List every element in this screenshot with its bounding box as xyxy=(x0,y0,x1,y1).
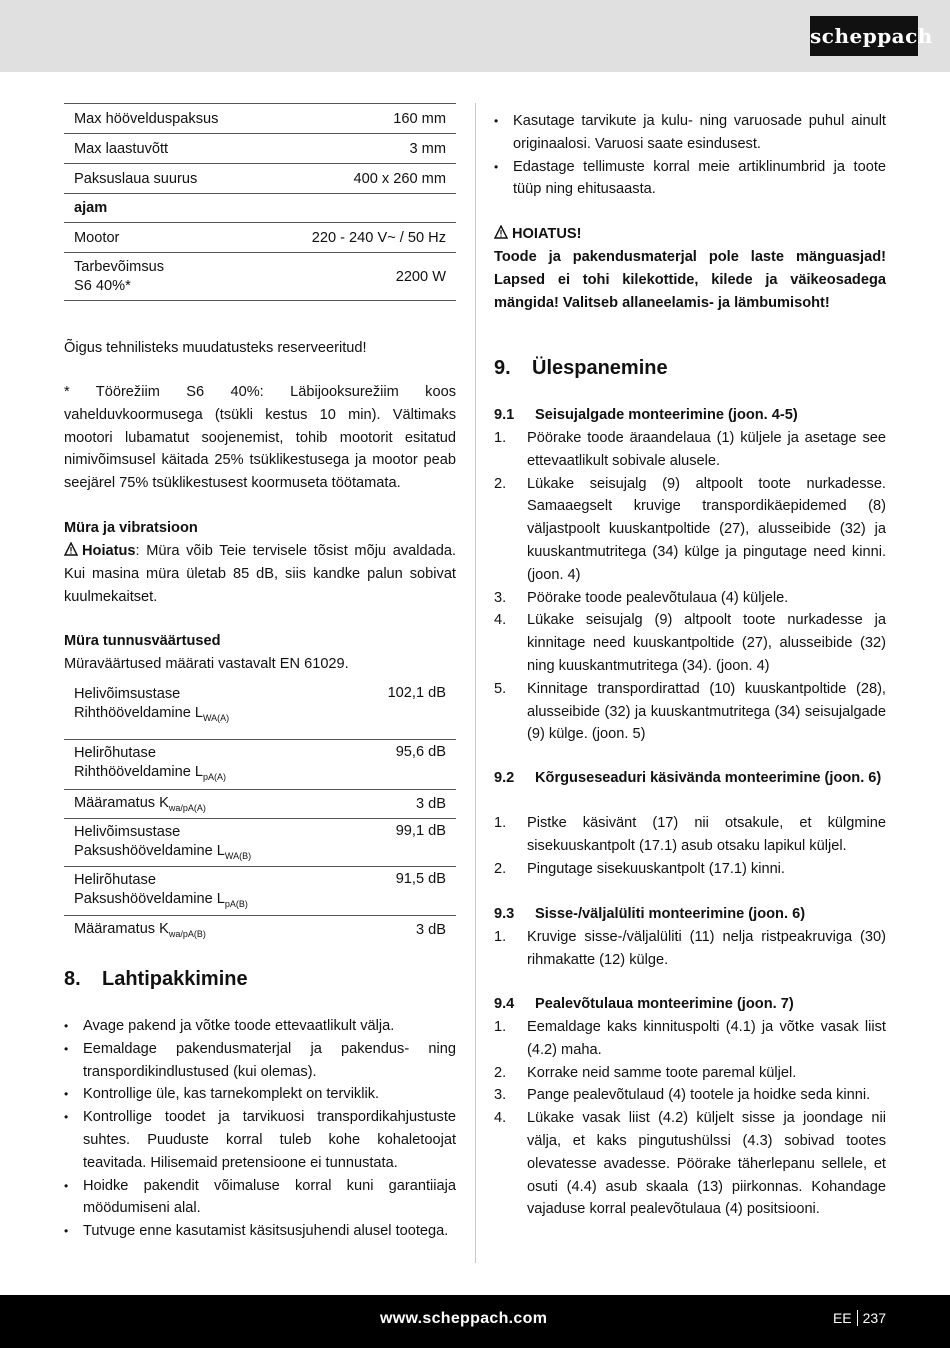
spec-label: Tarbevõimsus S6 40%* xyxy=(74,258,165,294)
noise-values-heading: Müra tunnusväärtused xyxy=(64,633,221,649)
noise-value: 3 dB xyxy=(415,795,446,812)
spec-value xyxy=(266,194,456,223)
spec-label: Mootor xyxy=(74,229,120,246)
list-item: • Edastage tellimuste korral meie artiklinumbrid ja toote tüüp ning ehitusaasta. xyxy=(494,156,886,202)
warning-icon xyxy=(494,225,508,239)
spec-value: 400 x 260 mm xyxy=(353,170,446,187)
noise-label: Helirõhutase Paksushööveldamine $L_{pA(B)}$ xyxy=(74,871,248,909)
noise-value: 99,1 dB xyxy=(395,822,446,839)
table-row xyxy=(64,253,456,301)
page-header xyxy=(0,0,950,72)
list-item: 1. Pöörake toode äraandelaua (1) küljele ja asetage see ettevaatlikult sobivale alusele. xyxy=(494,430,886,469)
noise-warning: Hoiatus: Müra võib Teie tervisele tõsist mõju avaldada. Kui masina müra ületab 85 dB, siis kandke palun sobivat kuulmekaitset. xyxy=(64,543,456,605)
list-item: 4. Lükake seisujalg (9) altpoolt toote nurkadesse ja kinnitage need kuuskantpoltide (27), alusseibide (32) ning kuuskantmutritega (34). (joon. 4) xyxy=(494,612,886,674)
noise-value: 95,6 dB xyxy=(395,743,446,760)
section-9-4-heading: 9.4 Pealevõtulaua monteerimine (joon. 7) xyxy=(494,996,794,1012)
spec-label: Paksuslaua suurus xyxy=(74,170,198,187)
spec-group-label: ajam xyxy=(74,200,108,216)
s6-footnote: * Töörežiim S6 40%: Läbijooksurežiim koos vahelduvkoormusega (tsükli kestus 10 min). Vältimaks mootori lubamatut soojenemist, tohib mootorit esitatud nimivõimsusel käitada 25% tsüklikestusega ja mootor peab seejärel 75% tsüklikestusest koormuseta töötamata. xyxy=(64,384,456,492)
spec-label: Max höövelduspaksus xyxy=(74,110,219,127)
list-item: • Avage pakend ja võtke toode ettevaatlikult välja. xyxy=(64,1015,456,1038)
page-number: EE 237 xyxy=(832,1310,886,1326)
section-8-heading: 8. Lahtipakkimine xyxy=(64,968,248,990)
list-item: 2. Pingutage sisekuuskantpolt (17.1) kinni. xyxy=(494,860,785,877)
list-item: 5. Kinnitage transpordirattad (10) kuuskantpoltide (28), alusseibide (32) ja kuuskantmutritega (34) seisujalgade (9) külge. (joon. 5) xyxy=(494,680,886,743)
spec-value: 2200 W xyxy=(395,268,446,285)
noise-heading: Müra ja vibratsioon xyxy=(64,520,198,536)
list-item: 2. Lükake seisujalg (9) altpoolt toote nurkadesse. Samaaegselt kruvige transpordikäepidemed (8) väljastpoolt kuuskantpoltide (27), alusseibide (32) ja kuuskantmutritega (34) külge ja pingutage need kinni. (joon. 4) xyxy=(494,475,886,583)
crank-steps xyxy=(494,812,886,880)
table-row xyxy=(64,866,456,915)
section-9-heading: 9. Ülespanemine xyxy=(494,357,668,379)
noise-label: Helivõimsustase Rihthööveldamine $L_{WA(A)}$ xyxy=(74,686,230,723)
warning-icon xyxy=(64,542,78,556)
section-9-2-heading: 9.2 Kõrguseseaduri käsivända monteerimine (joon. 6) xyxy=(494,770,882,786)
noise-label: Helirõhutase Rihthööveldamine $L_{pA(A)}$ xyxy=(74,744,227,782)
spec-table xyxy=(64,103,456,301)
list-item: • Hoidke pakendit võimaluse korral kuni garantiiaja möödumiseni alal. xyxy=(64,1175,456,1221)
noise-value: 3 dB xyxy=(415,922,446,939)
brand-logo: scheppach xyxy=(810,16,918,56)
spec-value: 220 - 240 V~ / 50 Hz xyxy=(311,229,446,246)
page-footer xyxy=(0,1295,950,1348)
warning-text: Toode ja pakendusmaterjal pole laste mänguasjad! Lapsed ei tohi kilekottide, kilede ja väikeosadega mängida! Valitseb allaneelamis- ja lämbumisoht! xyxy=(494,249,886,311)
spec-value: 3 mm xyxy=(409,140,446,157)
noise-values-text: Müraväärtused määrati vastavalt EN 61029. xyxy=(64,656,349,672)
reservation-note: Õigus tehnilisteks muudatusteks reserveeritud! xyxy=(64,340,367,356)
list-item: 1. Pistke käsivänt (17) nii otsakule, et külgmine sisekuuskantpolt (17.1) asub otsaku lapikul küljel. xyxy=(494,815,886,854)
list-item: • Kasutage tarvikute ja kulu- ning varuosade puhul ainult originaalosi. Varuosi saate esindusest. xyxy=(494,110,886,156)
table-row xyxy=(64,194,456,223)
table-row xyxy=(64,915,456,945)
legs-steps xyxy=(494,427,886,746)
noise-label: Määramatus $K_{wa/pA(B)}$ xyxy=(74,921,206,940)
section-9-1-heading: 9.1 Seisujalgade monteerimine (joon. 4-5) xyxy=(494,407,798,423)
list-item: 1. Eemaldage kaks kinnituspolti (4.1) ja võtke vasak liist (4.2) maha. xyxy=(494,1019,886,1058)
table-row xyxy=(64,134,456,164)
list-item: • Kontrollige üle, kas tarnekomplekt on terviklik. xyxy=(64,1083,456,1106)
spec-value: 160 mm xyxy=(393,110,446,127)
spec-label: Max laastuvõtt xyxy=(74,140,169,157)
noise-value: 91,5 dB xyxy=(395,870,446,887)
website-link[interactable]: www.scheppach.com xyxy=(380,1310,548,1327)
noise-value: 102,1 dB xyxy=(387,685,446,701)
noise-table xyxy=(64,681,456,945)
infeed-table-steps xyxy=(494,1016,886,1221)
spare-parts-list xyxy=(494,110,886,201)
table-row xyxy=(64,739,456,789)
list-item: 4. Lükake vasak liist (4.2) küljelt sisse ja joondage nii välja, et kaks pingutushülssi (4.3) sobivad tootes olevatesse avadesse. Pöörake täherlepanu sellele, et osuti (4.4) asub skaala (13) piirkonnas. Kohandage vajaduse korral pealevõtulaua (4) positsiooni. xyxy=(494,1110,886,1218)
list-item: • Kontrollige toodet ja tarvikuosi transpordikahjustuste suhtes. Puuduste korral tuleb kohe kohaletoojat teavitada. Hilisemaid pretensioone ei tunnustata. xyxy=(64,1106,456,1174)
section-9-3-heading: 9.3 Sisse-/väljalüliti monteerimine (joon. 6) xyxy=(494,906,806,922)
table-row xyxy=(64,223,456,253)
noise-label: Määramatus $K_{wa/pA(A)}$ xyxy=(74,794,206,813)
table-row xyxy=(64,818,456,866)
noise-label: Helivõimsustase Paksushööveldamine $L_{WA(B)}$ xyxy=(74,823,252,861)
column-divider xyxy=(475,103,476,1263)
list-item: • Tutvuge enne kasutamist käsitsusjuhendi alusel tootega. xyxy=(64,1220,456,1243)
list-item: 3. Pöörake toode pealevõtulaua (4) küljele. xyxy=(494,589,789,606)
unpacking-list xyxy=(64,1015,456,1243)
table-row xyxy=(64,789,456,818)
list-item: 2. Korrake neid samme toote paremal küljel. xyxy=(494,1064,797,1081)
list-item: • Eemaldage pakendusmaterjal ja pakendus- ning transpordikindlustused (kui olemas). xyxy=(64,1038,456,1084)
table-row xyxy=(64,164,456,194)
table-row xyxy=(64,681,456,739)
switch-steps xyxy=(494,926,886,972)
warning-title: HOIATUS! xyxy=(494,223,886,246)
table-row xyxy=(64,104,456,134)
list-item: 3. Pange pealevõtulaud (4) tootele ja hoidke seda kinni. xyxy=(494,1087,871,1104)
list-item: 1. Kruvige sisse-/väljalüliti (11) nelja ristpeakruviga (30) rihmakatte (12) külge. xyxy=(494,929,886,968)
